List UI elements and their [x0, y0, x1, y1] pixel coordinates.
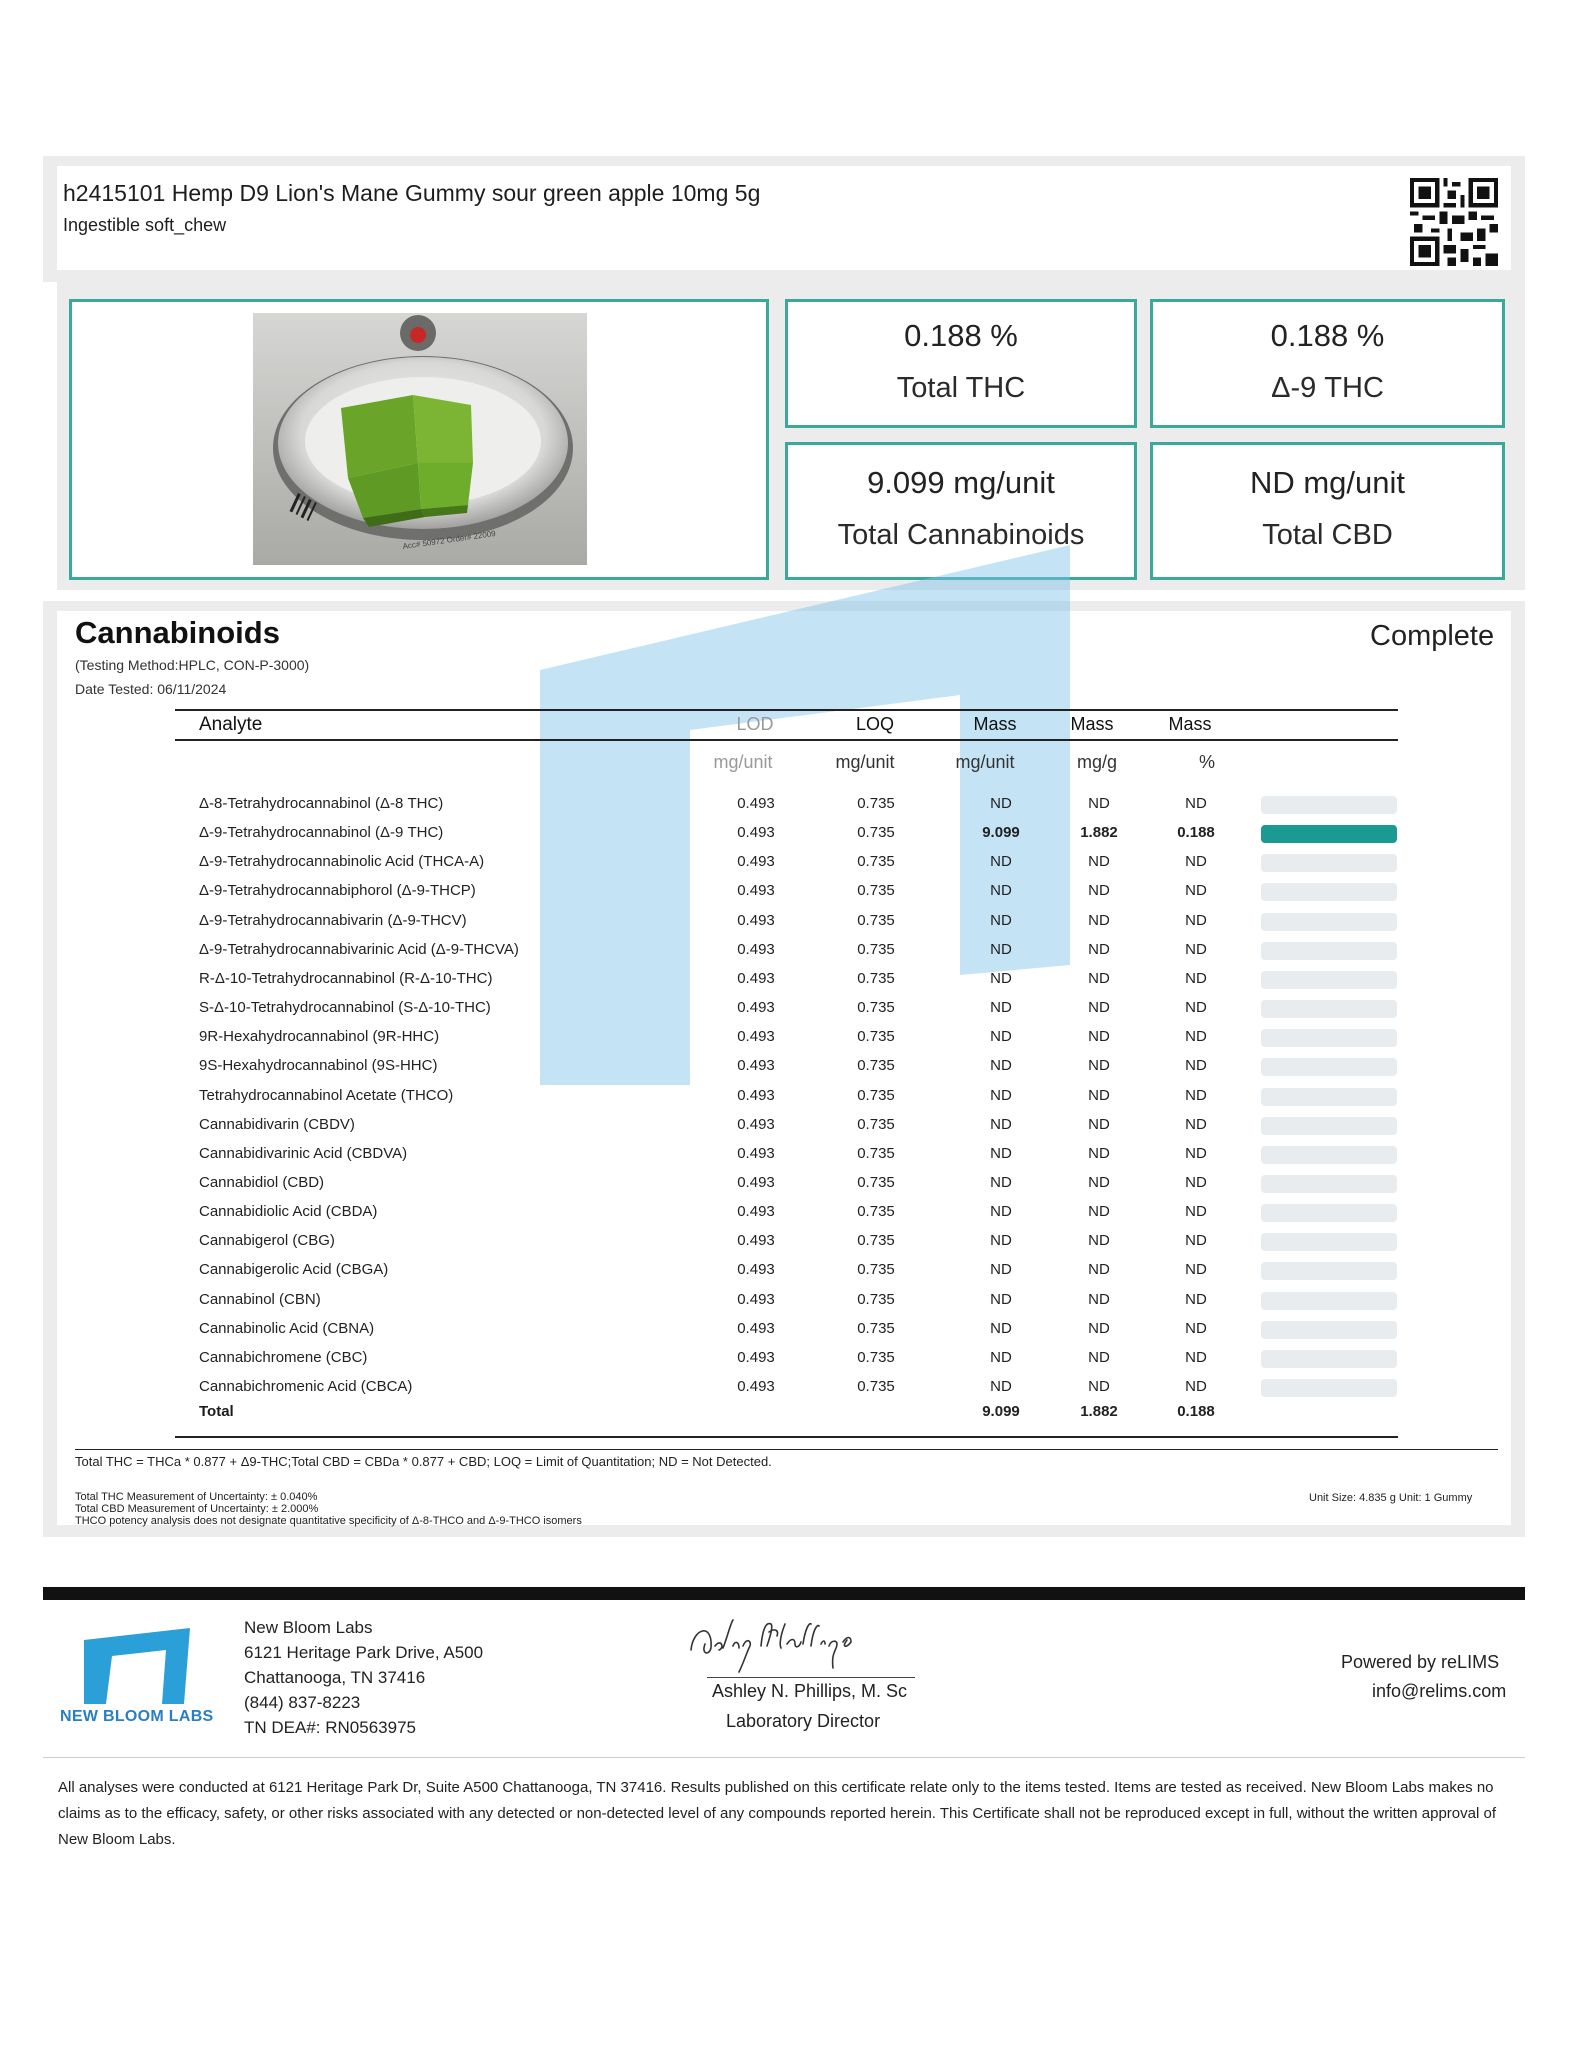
level-bar [1261, 1088, 1397, 1106]
mass-mg-unit: ND [990, 941, 1012, 958]
mass-pct: ND [1185, 882, 1207, 899]
uncertainty-thc: Total THC Measurement of Uncertainty: ± 0.040% [75, 1491, 318, 1503]
level-bar [1261, 913, 1397, 931]
level-bar [1261, 1292, 1397, 1310]
mass-mg-unit: ND [990, 1028, 1012, 1045]
lod-value: 0.493 [737, 1087, 775, 1104]
lod-value: 0.493 [737, 999, 775, 1016]
analyte-name: Cannabigerol (CBG) [199, 1232, 335, 1249]
mass-mg-g: ND [1088, 941, 1110, 958]
mass-mg-unit: 9.099 [982, 824, 1020, 841]
loq-value: 0.735 [857, 1320, 895, 1337]
signer-role: Laboratory Director [726, 1711, 881, 1731]
section-title: Cannabinoids [75, 615, 280, 650]
table-bottom-rule [175, 1436, 1398, 1438]
total-cannabinoids-value: 9.099 mg/unit [867, 465, 1055, 500]
lab-address-block [244, 1615, 483, 1740]
unit-loq: mg/unit [835, 752, 895, 772]
mass-pct: 0.188 [1177, 824, 1215, 841]
loq-value: 0.735 [857, 853, 895, 870]
mass-mg-g: ND [1088, 1291, 1110, 1308]
product-title: h2415101 Hemp D9 Lion's Mane Gummy sour green apple 10mg 5g [63, 180, 761, 206]
lod-value: 0.493 [737, 824, 775, 841]
mass-pct: ND [1185, 1232, 1207, 1249]
total-mg-unit: 9.099 [982, 1403, 1020, 1420]
mass-mg-g: ND [1088, 882, 1110, 899]
analyte-name: 9S-Hexahydrocannabinol (9S-HHC) [199, 1057, 438, 1074]
mass-mg-g: ND [1088, 1057, 1110, 1074]
lod-value: 0.493 [737, 1203, 775, 1220]
col-header-loq: LOQ [855, 714, 894, 734]
status-label: Complete [1370, 620, 1495, 652]
lod-value: 0.493 [737, 1291, 775, 1308]
mass-mg-unit: ND [990, 1320, 1012, 1337]
mass-mg-unit: ND [990, 1261, 1012, 1278]
svg-text:Acc# 50972 Order# 22009: Acc# 50972 Order# 22009 [402, 529, 497, 551]
level-bar [1261, 1233, 1397, 1251]
level-bar [1261, 1321, 1397, 1339]
analyte-name: Cannabidiolic Acid (CBDA) [199, 1203, 378, 1220]
mass-pct: ND [1185, 1378, 1207, 1395]
lod-value: 0.493 [737, 1261, 775, 1278]
mass-mg-g: ND [1088, 1087, 1110, 1104]
table-top-rule [175, 709, 1398, 711]
mass-mg-g: ND [1088, 1349, 1110, 1366]
analyte-name: Cannabigerolic Acid (CBGA) [199, 1261, 389, 1278]
lab-name: New Bloom Labs [244, 1618, 373, 1637]
lod-value: 0.493 [737, 941, 775, 958]
col-header-mass-pct: Mass [1168, 714, 1212, 734]
total-thc-value: 0.188 % [904, 318, 1018, 353]
total-cbd-label: Total CBD [1262, 519, 1393, 551]
lod-value: 0.493 [737, 1174, 775, 1191]
level-bar [1261, 796, 1397, 814]
d9-thc-value: 0.188 % [1270, 318, 1385, 353]
product-photo [253, 313, 587, 565]
loq-value: 0.735 [857, 1145, 895, 1162]
level-bar [1261, 942, 1397, 960]
col-header-mass-g: Mass [1070, 714, 1114, 734]
footer-divider [43, 1587, 1525, 1600]
analyte-name: S-Δ-10-Tetrahydrocannabinol (S-Δ-10-THC) [199, 999, 491, 1016]
mass-pct: ND [1185, 1320, 1207, 1337]
loq-value: 0.735 [857, 1057, 895, 1074]
level-bar [1261, 1000, 1397, 1018]
lod-value: 0.493 [737, 853, 775, 870]
unit-lod: mg/unit [713, 752, 773, 772]
loq-value: 0.735 [857, 1261, 895, 1278]
col-header-mass-unit: Mass [973, 714, 1017, 734]
loq-value: 0.735 [857, 1203, 895, 1220]
total-label: Total [199, 1403, 234, 1420]
mass-mg-unit: ND [990, 1145, 1012, 1162]
mass-mg-g: ND [1088, 1174, 1110, 1191]
analyte-name: Cannabidivarinic Acid (CBDVA) [199, 1145, 408, 1162]
col-header-analyte: Analyte [199, 714, 263, 735]
unit-mass-pct: % [1198, 752, 1215, 772]
qr-code-icon[interactable] [1410, 178, 1498, 266]
level-bar [1261, 1204, 1397, 1222]
lab-address-line1: 6121 Heritage Park Drive, A500 [244, 1643, 484, 1662]
analyte-name: Δ-9-Tetrahydrocannabinolic Acid (THCA-A) [199, 853, 485, 870]
analyte-name: 9R-Hexahydrocannabinol (9R-HHC) [199, 1028, 440, 1045]
analyte-name: Cannabidiol (CBD) [199, 1174, 325, 1191]
loq-value: 0.735 [857, 999, 895, 1016]
unit-size: Unit Size: 4.835 g Unit: 1 Gummy [1309, 1492, 1473, 1504]
total-thc-label: Total THC [896, 372, 1026, 404]
mass-pct: ND [1185, 999, 1207, 1016]
product-subtitle: Ingestible soft_chew [63, 215, 227, 235]
mass-pct: ND [1185, 1349, 1207, 1366]
mass-mg-unit: ND [990, 1174, 1012, 1191]
loq-value: 0.735 [857, 1378, 895, 1395]
loq-value: 0.735 [857, 1116, 895, 1133]
mass-pct: ND [1185, 1145, 1207, 1162]
footer-rule [43, 1757, 1525, 1758]
analyte-name: Cannabichromene (CBC) [199, 1349, 368, 1366]
date-tested: Date Tested: 06/11/2024 [75, 681, 227, 697]
lod-value: 0.493 [737, 970, 775, 987]
mass-mg-unit: ND [990, 853, 1012, 870]
lab-dea: TN DEA#: RN0563975 [244, 1718, 416, 1737]
lab-phone: (844) 837-8223 [244, 1693, 361, 1712]
lod-value: 0.493 [737, 1232, 775, 1249]
loq-value: 0.735 [857, 970, 895, 987]
mass-mg-unit: ND [990, 999, 1012, 1016]
formula-note: Total THC = THCa * 0.877 + Δ9-THC;Total CBD = CBDa * 0.877 + CBD; LOQ = Limit of Quantitation; ND = Not Detected. [75, 1454, 772, 1469]
lod-value: 0.493 [737, 1116, 775, 1133]
analyte-name: R-Δ-10-Tetrahydrocannabinol (R-Δ-10-THC) [199, 970, 493, 987]
mass-mg-unit: ND [990, 1087, 1012, 1104]
mass-mg-unit: ND [990, 970, 1012, 987]
mass-pct: ND [1185, 1203, 1207, 1220]
mass-mg-unit: ND [990, 912, 1012, 929]
mass-mg-unit: ND [990, 1378, 1012, 1395]
table-header-rule [175, 739, 1398, 741]
analyte-name: Cannabidivarin (CBDV) [199, 1116, 355, 1133]
mass-pct: ND [1185, 941, 1207, 958]
mass-mg-g: ND [1088, 912, 1110, 929]
total-cbd-value: ND mg/unit [1249, 465, 1406, 500]
level-bar [1261, 1117, 1397, 1135]
d9-thc-label: Δ-9 THC [1271, 372, 1384, 404]
level-bar [1261, 1262, 1397, 1280]
mass-pct: ND [1185, 853, 1207, 870]
analyte-name: Δ-9-Tetrahydrocannabiphorol (Δ-9-THCP) [199, 882, 476, 899]
loq-value: 0.735 [857, 1174, 895, 1191]
analyte-name: Δ-9-Tetrahydrocannabivarinic Acid (Δ-9-THCVA) [199, 941, 519, 958]
lod-value: 0.493 [737, 1145, 775, 1162]
unit-mass-g: mg/g [1076, 752, 1118, 772]
mass-pct: ND [1185, 912, 1207, 929]
mass-mg-g: ND [1088, 1232, 1110, 1249]
uncertainty-cbd: Total CBD Measurement of Uncertainty: ± 2.000% [75, 1503, 319, 1515]
mass-mg-g: ND [1088, 1145, 1110, 1162]
lod-value: 0.493 [737, 1320, 775, 1337]
lod-value: 0.493 [737, 1378, 775, 1395]
mass-mg-unit: ND [990, 1349, 1012, 1366]
signer-name: Ashley N. Phillips, M. Sc [712, 1681, 908, 1701]
logo-text: NEW BLOOM LABS [60, 1708, 214, 1725]
mass-mg-g: ND [1088, 970, 1110, 987]
total-cbd-card [1150, 442, 1505, 580]
level-bar [1261, 1029, 1397, 1047]
mass-pct: ND [1185, 1261, 1207, 1278]
mass-pct: ND [1185, 1057, 1207, 1074]
mass-mg-g: ND [1088, 853, 1110, 870]
new-bloom-labs-logo-icon [78, 1628, 190, 1704]
lod-value: 0.493 [737, 912, 775, 929]
mass-mg-unit: ND [990, 1203, 1012, 1220]
analyte-name: Tetrahydrocannabinol Acetate (THCO) [199, 1087, 454, 1104]
contact-email[interactable]: info@relims.com [1372, 1681, 1507, 1701]
level-bar [1261, 854, 1397, 872]
loq-value: 0.735 [857, 1291, 895, 1308]
signature [683, 1610, 943, 1680]
loq-value: 0.735 [857, 912, 895, 929]
total-cannabinoids-label: Total Cannabinoids [837, 519, 1085, 551]
level-bar [1261, 1350, 1397, 1368]
loq-value: 0.735 [857, 824, 895, 841]
analyte-name: Cannabichromenic Acid (CBCA) [199, 1378, 413, 1395]
lod-value: 0.493 [737, 1057, 775, 1074]
mass-pct: ND [1185, 1174, 1207, 1191]
mass-mg-g: ND [1088, 1116, 1110, 1133]
signature-line [707, 1677, 915, 1678]
level-bar [1261, 971, 1397, 989]
mass-pct: ND [1185, 1116, 1207, 1133]
lod-value: 0.493 [737, 882, 775, 899]
mass-pct: ND [1185, 795, 1207, 812]
note-rule [75, 1449, 1498, 1450]
col-header-lod: LOD [736, 714, 774, 734]
mass-pct: ND [1185, 1028, 1207, 1045]
mass-mg-unit: ND [990, 1291, 1012, 1308]
loq-value: 0.735 [857, 795, 895, 812]
mass-mg-unit: ND [990, 1116, 1012, 1133]
loq-value: 0.735 [857, 1028, 895, 1045]
loq-value: 0.735 [857, 1232, 895, 1249]
mass-mg-unit: ND [990, 795, 1012, 812]
level-bar [1261, 825, 1397, 843]
lod-value: 0.493 [737, 795, 775, 812]
level-bar [1261, 1379, 1397, 1397]
level-bar [1261, 1175, 1397, 1193]
analyte-name: Δ-9-Tetrahydrocannabinol (Δ-9 THC) [199, 824, 444, 841]
unit-mass-unit: mg/unit [955, 752, 1015, 772]
total-mg-g: 1.882 [1080, 1403, 1118, 1420]
level-bar [1261, 1058, 1397, 1076]
testing-method: (Testing Method:HPLC, CON-P-3000) [75, 657, 310, 673]
mass-mg-unit: ND [990, 882, 1012, 899]
mass-mg-g: ND [1088, 1378, 1110, 1395]
lab-address-line2: Chattanooga, TN 37416 [244, 1668, 426, 1687]
total-thc-card [785, 299, 1137, 428]
mass-pct: ND [1185, 970, 1207, 987]
analyte-name: Δ-8-Tetrahydrocannabinol (Δ-8 THC) [199, 795, 444, 812]
mass-mg-g: ND [1088, 1028, 1110, 1045]
mass-mg-g: ND [1088, 1203, 1110, 1220]
loq-value: 0.735 [857, 882, 895, 899]
level-bar [1261, 1146, 1397, 1164]
thco-note: THCO potency analysis does not designate quantitative specificity of Δ-8-THCO and Δ-9-THCO isomers [75, 1515, 582, 1527]
lod-value: 0.493 [737, 1028, 775, 1045]
disclaimer-text: All analyses were conducted at 6121 Heritage Park Dr, Suite A500 Chattanooga, TN 37416. Results published on this certificate relate only to the items tested. Items are tested as received. New Bloom Labs makes no claims as to the efficacy, safety, or other risks associated with any detected or non-detected level of any compounds reported herein. This Certificate shall not be reproduced except in full, without the written approval of New Bloom Labs. [58, 1779, 1496, 1848]
mass-mg-g: ND [1088, 999, 1110, 1016]
mass-mg-unit: ND [990, 1057, 1012, 1074]
mass-mg-g: ND [1088, 1261, 1110, 1278]
mass-pct: ND [1185, 1087, 1207, 1104]
mass-mg-g: ND [1088, 1320, 1110, 1337]
loq-value: 0.735 [857, 941, 895, 958]
analyte-name: Cannabinol (CBN) [199, 1291, 321, 1308]
total-pct: 0.188 [1177, 1403, 1215, 1420]
mass-mg-g: 1.882 [1080, 824, 1118, 841]
loq-value: 0.735 [857, 1087, 895, 1104]
powered-by: Powered by reLIMS [1341, 1652, 1500, 1672]
level-bar [1261, 883, 1397, 901]
loq-value: 0.735 [857, 1349, 895, 1366]
lod-value: 0.493 [737, 1349, 775, 1366]
d9-thc-card [1150, 299, 1505, 428]
mass-mg-unit: ND [990, 1232, 1012, 1249]
mass-pct: ND [1185, 1291, 1207, 1308]
analyte-name: Cannabinolic Acid (CBNA) [199, 1320, 375, 1337]
mass-mg-g: ND [1088, 795, 1110, 812]
analyte-name: Δ-9-Tetrahydrocannabivarin (Δ-9-THCV) [199, 912, 467, 929]
